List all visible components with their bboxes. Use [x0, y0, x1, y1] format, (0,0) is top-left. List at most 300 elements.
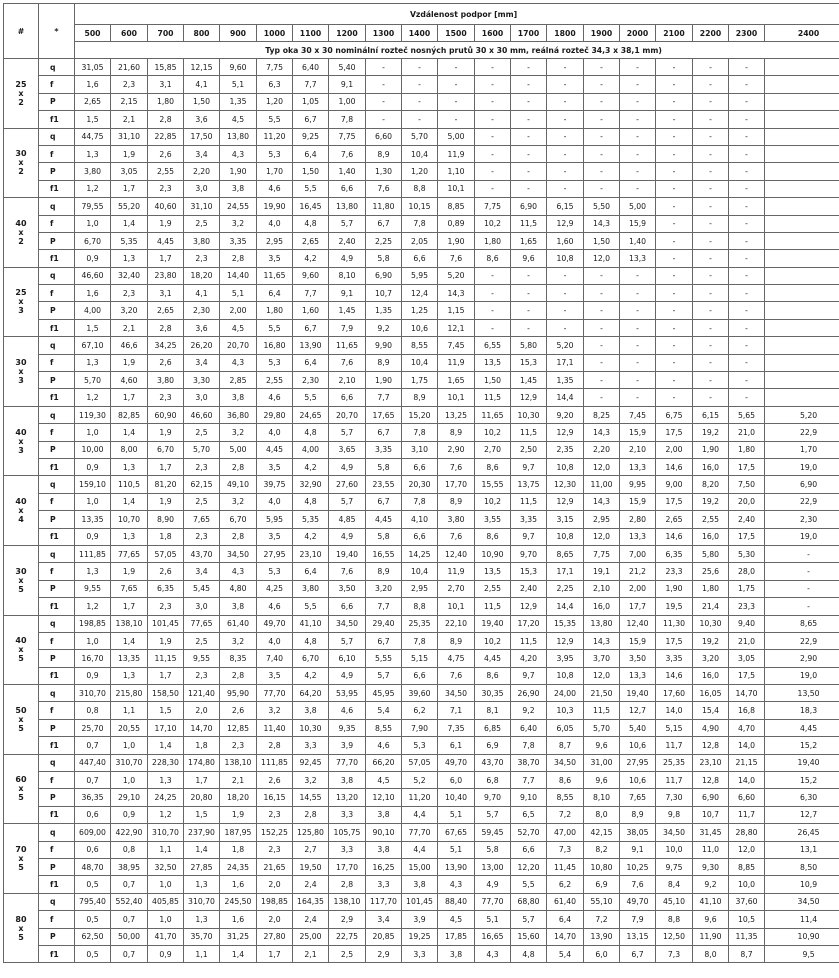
value-cell: 3,65: [329, 441, 366, 458]
value-cell: [765, 389, 839, 406]
value-cell: 6,6: [329, 389, 366, 406]
table-row: [4, 372, 839, 389]
value-cell: 8,6: [475, 458, 511, 475]
table-row: [4, 876, 839, 893]
value-cell: 7,6: [438, 458, 475, 475]
value-cell: 215,80: [111, 685, 148, 702]
value-cell: 14,0: [729, 737, 765, 754]
row-label: q: [39, 406, 75, 423]
value-cell: -: [620, 93, 656, 110]
value-cell: 14,55: [293, 789, 329, 806]
value-cell: 8,50: [765, 858, 839, 875]
span-header-cell: 2000: [620, 25, 656, 42]
value-cell: -: [729, 319, 765, 336]
value-cell: 10,30: [693, 615, 729, 632]
value-cell: 14,6: [656, 667, 693, 684]
grating-size-part: 40: [15, 218, 27, 228]
value-cell: 1,70: [257, 163, 293, 180]
value-cell: 17,5: [656, 493, 693, 510]
value-cell: -: [402, 111, 438, 128]
value-cell: [765, 215, 839, 232]
value-cell: 14,70: [547, 928, 584, 945]
grating-size-part: x: [18, 784, 24, 794]
value-cell: -: [729, 232, 765, 249]
value-cell: 11,9: [438, 354, 475, 371]
value-cell: [765, 163, 839, 180]
value-cell: 1,20: [257, 93, 293, 110]
value-cell: 6,7: [293, 319, 329, 336]
value-cell: 1,7: [111, 389, 148, 406]
row-label: q: [39, 754, 75, 771]
value-cell: -: [729, 76, 765, 93]
value-cell: 111,85: [75, 545, 111, 562]
row-label: P: [39, 232, 75, 249]
value-cell: 13,35: [111, 650, 148, 667]
value-cell: 11,5: [584, 702, 620, 719]
value-cell: 8,7: [729, 945, 765, 962]
value-cell: 36,80: [220, 406, 257, 423]
value-cell: 11,7: [729, 806, 765, 823]
value-cell: 6,70: [75, 232, 111, 249]
value-cell: 8,10: [329, 267, 366, 284]
value-cell: 1,0: [75, 493, 111, 510]
value-cell: 3,80: [184, 232, 220, 249]
value-cell: 23,10: [293, 545, 329, 562]
value-cell: 2,8: [220, 458, 257, 475]
value-cell: 138,10: [220, 754, 257, 771]
value-cell: 3,35: [511, 511, 547, 528]
grating-size-label: [4, 545, 39, 615]
value-cell: 187,95: [220, 824, 257, 841]
value-cell: 2,8: [257, 737, 293, 754]
value-cell: 1,05: [293, 93, 329, 110]
table-row: [4, 615, 839, 632]
value-cell: 13,3: [620, 528, 656, 545]
grating-size-part: 30: [15, 358, 27, 368]
value-cell: 3,8: [366, 806, 402, 823]
value-cell: -: [584, 76, 620, 93]
value-cell: 13,90: [438, 858, 475, 875]
value-cell: 19,90: [257, 198, 293, 215]
table-row: [4, 93, 839, 110]
value-cell: 34,50: [656, 824, 693, 841]
value-cell: 2,30: [765, 511, 839, 528]
row-label: q: [39, 59, 75, 76]
value-cell: 22,9: [765, 632, 839, 649]
value-cell: 7,6: [329, 145, 366, 162]
value-cell: 7,7: [366, 389, 402, 406]
value-cell: -: [656, 76, 693, 93]
value-cell: 310,70: [75, 685, 111, 702]
value-cell: 1,50: [293, 163, 329, 180]
table-row: [4, 337, 839, 354]
value-cell: 22,9: [765, 424, 839, 441]
value-cell: 11,45: [547, 858, 584, 875]
value-cell: 9,2: [511, 702, 547, 719]
value-cell: 111,85: [257, 754, 293, 771]
value-cell: 95,90: [220, 685, 257, 702]
value-cell: 12,0: [584, 667, 620, 684]
grating-size-part: x: [18, 158, 24, 168]
value-cell: 0,9: [148, 945, 184, 962]
value-cell: 1,5: [184, 806, 220, 823]
value-cell: 10,4: [402, 563, 438, 580]
value-cell: 1,35: [547, 372, 584, 389]
value-cell: 5,40: [620, 719, 656, 736]
value-cell: 2,40: [729, 511, 765, 528]
value-cell: 1,35: [366, 302, 402, 319]
grating-size-part: 4: [18, 515, 24, 525]
value-cell: 101,45: [148, 615, 184, 632]
value-cell: -: [729, 302, 765, 319]
value-cell: 3,0: [184, 180, 220, 197]
value-cell: 3,80: [438, 511, 475, 528]
value-cell: 5,15: [656, 719, 693, 736]
span-header-cell: 2400: [765, 25, 839, 42]
value-cell: 1,80: [693, 580, 729, 597]
value-cell: 6,9: [475, 737, 511, 754]
table-row: [4, 493, 839, 510]
value-cell: 2,90: [765, 650, 839, 667]
value-cell: 4,8: [293, 424, 329, 441]
value-cell: 4,00: [293, 441, 329, 458]
value-cell: -: [475, 285, 511, 302]
value-cell: 2,3: [184, 667, 220, 684]
value-cell: 18,3: [765, 702, 839, 719]
value-cell: 12,20: [511, 858, 547, 875]
value-cell: 3,80: [148, 372, 184, 389]
value-cell: 9,1: [620, 841, 656, 858]
value-cell: 13,1: [765, 841, 839, 858]
value-cell: -: [693, 59, 729, 76]
value-cell: 8,0: [584, 806, 620, 823]
table-row: [4, 650, 839, 667]
value-cell: 14,3: [584, 632, 620, 649]
value-cell: -: [547, 59, 584, 76]
value-cell: 2,0: [184, 702, 220, 719]
value-cell: 15,2: [765, 737, 839, 754]
value-cell: [765, 145, 839, 162]
value-cell: -: [729, 354, 765, 371]
value-cell: 15,85: [148, 59, 184, 76]
value-cell: 8,6: [547, 772, 584, 789]
value-cell: 14,6: [656, 528, 693, 545]
value-cell: 15,20: [402, 406, 438, 423]
value-cell: 60,90: [148, 406, 184, 423]
value-cell: 7,9: [620, 911, 656, 928]
value-cell: 0,9: [75, 667, 111, 684]
value-cell: 2,8: [220, 250, 257, 267]
value-cell: 9,10: [511, 789, 547, 806]
grating-size-part: 5: [18, 932, 24, 942]
value-cell: 14,3: [438, 285, 475, 302]
value-cell: 3,10: [402, 441, 438, 458]
value-cell: 6,85: [475, 719, 511, 736]
value-cell: 19,1: [584, 563, 620, 580]
value-cell: 19,2: [693, 493, 729, 510]
value-cell: 6,7: [293, 111, 329, 128]
value-cell: 2,6: [148, 563, 184, 580]
value-cell: -: [656, 128, 693, 145]
value-cell: 13,80: [220, 128, 257, 145]
value-cell: 1,3: [75, 145, 111, 162]
value-cell: 21,0: [729, 632, 765, 649]
value-cell: 3,0: [184, 389, 220, 406]
value-cell: 6,4: [257, 285, 293, 302]
value-cell: 19,0: [765, 528, 839, 545]
value-cell: 6,60: [729, 789, 765, 806]
value-cell: 1,65: [438, 372, 475, 389]
value-cell: 12,4: [402, 285, 438, 302]
value-cell: 4,0: [257, 632, 293, 649]
value-cell: 11,20: [257, 128, 293, 145]
value-cell: -: [693, 302, 729, 319]
grating-size-part: 5: [18, 862, 24, 872]
table-row: [4, 824, 839, 841]
value-cell: 5,8: [366, 528, 402, 545]
value-cell: -: [584, 337, 620, 354]
value-cell: 5,35: [111, 232, 148, 249]
value-cell: 17,5: [729, 458, 765, 475]
table-row: [4, 580, 839, 597]
value-cell: 12,8: [693, 737, 729, 754]
value-cell: 27,95: [620, 754, 656, 771]
grating-size-label: [4, 476, 39, 546]
value-cell: 4,6: [257, 598, 293, 615]
value-cell: 1,80: [475, 232, 511, 249]
value-cell: 5,00: [220, 441, 257, 458]
value-cell: 1,3: [111, 528, 148, 545]
value-cell: 8,55: [366, 719, 402, 736]
value-cell: 3,9: [329, 737, 366, 754]
value-cell: 3,1: [148, 76, 184, 93]
value-cell: [765, 250, 839, 267]
value-cell: -: [547, 128, 584, 145]
row-label: f: [39, 145, 75, 162]
value-cell: 2,00: [620, 580, 656, 597]
value-cell: 21,65: [257, 858, 293, 875]
value-cell: -: [475, 76, 511, 93]
value-cell: 1,90: [366, 372, 402, 389]
value-cell: 4,6: [366, 737, 402, 754]
value-cell: -: [693, 163, 729, 180]
value-cell: 7,6: [438, 667, 475, 684]
value-cell: 9,55: [184, 650, 220, 667]
value-cell: 23,80: [148, 267, 184, 284]
value-cell: 4,10: [402, 511, 438, 528]
value-cell: 1,90: [693, 441, 729, 458]
value-cell: 6,5: [511, 806, 547, 823]
grating-size-part: x: [18, 923, 24, 933]
value-cell: 228,30: [148, 754, 184, 771]
value-cell: 6,75: [656, 406, 693, 423]
value-cell: 1,4: [111, 215, 148, 232]
value-cell: 88,40: [438, 893, 475, 910]
value-cell: 3,8: [220, 389, 257, 406]
value-cell: 2,65: [656, 511, 693, 528]
value-cell: 7,90: [402, 719, 438, 736]
row-label: f: [39, 285, 75, 302]
value-cell: 39,60: [402, 685, 438, 702]
value-cell: -: [693, 215, 729, 232]
value-cell: 1,20: [402, 163, 438, 180]
value-cell: 7,6: [329, 563, 366, 580]
value-cell: 18,20: [184, 267, 220, 284]
value-cell: 8,9: [366, 563, 402, 580]
value-cell: 1,0: [148, 911, 184, 928]
value-cell: 12,40: [620, 615, 656, 632]
value-cell: 49,70: [438, 754, 475, 771]
value-cell: 6,90: [366, 267, 402, 284]
grating-size-label: [4, 406, 39, 476]
value-cell: 4,1: [184, 76, 220, 93]
row-label: P: [39, 858, 75, 875]
value-cell: 14,25: [402, 545, 438, 562]
span-header-cell: 1500: [438, 25, 475, 42]
value-cell: 5,70: [75, 372, 111, 389]
value-cell: 12,0: [584, 250, 620, 267]
value-cell: 3,95: [547, 650, 584, 667]
value-cell: 6,9: [584, 876, 620, 893]
value-cell: 12,0: [584, 458, 620, 475]
value-cell: -: [620, 76, 656, 93]
hash-header: #: [4, 4, 39, 59]
value-cell: 13,80: [329, 198, 366, 215]
value-cell: -: [547, 180, 584, 197]
value-cell: 14,3: [584, 215, 620, 232]
value-cell: 10,4: [402, 145, 438, 162]
row-label: f1: [39, 389, 75, 406]
value-cell: 24,25: [148, 789, 184, 806]
value-cell: 6,6: [329, 598, 366, 615]
value-cell: -: [584, 372, 620, 389]
value-cell: 13,50: [765, 685, 839, 702]
grating-size-part: x: [18, 88, 24, 98]
value-cell: 29,10: [111, 789, 148, 806]
value-cell: 9,6: [584, 772, 620, 789]
value-cell: -: [402, 59, 438, 76]
value-cell: -: [620, 372, 656, 389]
value-cell: 9,2: [693, 876, 729, 893]
table-row: [4, 215, 839, 232]
value-cell: 31,10: [184, 198, 220, 215]
row-label: P: [39, 441, 75, 458]
value-cell: 12,9: [547, 215, 584, 232]
value-cell: 0,5: [75, 876, 111, 893]
value-cell: 5,95: [257, 511, 293, 528]
row-label: q: [39, 685, 75, 702]
value-cell: 1,80: [729, 441, 765, 458]
value-cell: 5,7: [475, 806, 511, 823]
value-cell: 7,35: [438, 719, 475, 736]
value-cell: 7,8: [402, 424, 438, 441]
grating-size-part: x: [18, 853, 24, 863]
value-cell: 43,70: [475, 754, 511, 771]
value-cell: 125,80: [293, 824, 329, 841]
table-row: [4, 928, 839, 945]
value-cell: 405,85: [148, 893, 184, 910]
value-cell: 12,8: [693, 772, 729, 789]
row-label: P: [39, 302, 75, 319]
value-cell: 117,70: [366, 893, 402, 910]
value-cell: 28,80: [729, 824, 765, 841]
value-cell: 5,1: [438, 806, 475, 823]
row-label: P: [39, 93, 75, 110]
value-cell: 2,3: [184, 528, 220, 545]
value-cell: 11,9: [438, 145, 475, 162]
value-cell: 1,5: [75, 319, 111, 336]
grating-size-part: 5: [18, 584, 24, 594]
value-cell: 4,80: [220, 580, 257, 597]
table-row: [4, 424, 839, 441]
value-cell: 3,35: [366, 441, 402, 458]
value-cell: 3,3: [329, 806, 366, 823]
value-cell: 7,65: [620, 789, 656, 806]
value-cell: 24,55: [220, 198, 257, 215]
value-cell: 7,6: [438, 250, 475, 267]
value-cell: -: [475, 93, 511, 110]
value-cell: 15,9: [620, 493, 656, 510]
value-cell: 1,90: [220, 163, 257, 180]
value-cell: 38,70: [511, 754, 547, 771]
value-cell: 77,70: [257, 685, 293, 702]
value-cell: 17,20: [511, 615, 547, 632]
value-cell: 2,9: [366, 945, 402, 962]
table-row: [4, 354, 839, 371]
table-row: [4, 563, 839, 580]
value-cell: 25,70: [75, 719, 111, 736]
value-cell: 1,4: [111, 493, 148, 510]
value-cell: 1,45: [511, 372, 547, 389]
value-cell: -: [620, 302, 656, 319]
value-cell: 14,70: [184, 719, 220, 736]
value-cell: 59,45: [475, 824, 511, 841]
value-cell: 6,4: [293, 145, 329, 162]
value-cell: 11,7: [656, 737, 693, 754]
value-cell: 23,3: [656, 563, 693, 580]
value-cell: 13,80: [584, 615, 620, 632]
value-cell: -: [693, 128, 729, 145]
value-cell: 61,40: [547, 893, 584, 910]
value-cell: 27,80: [257, 928, 293, 945]
value-cell: 2,3: [111, 285, 148, 302]
value-cell: 25,35: [402, 615, 438, 632]
value-cell: 46,6: [111, 337, 148, 354]
value-cell: 9,1: [329, 76, 366, 93]
value-cell: 2,3: [257, 841, 293, 858]
grating-size-part: 80: [15, 914, 27, 924]
table-header-row: [4, 4, 839, 25]
value-cell: 7,8: [402, 493, 438, 510]
value-cell: 19,25: [402, 928, 438, 945]
span-header-cell: 1900: [584, 25, 620, 42]
value-cell: 2,3: [148, 598, 184, 615]
value-cell: -: [584, 145, 620, 162]
value-cell: 3,50: [329, 580, 366, 597]
value-cell: 5,8: [366, 458, 402, 475]
value-cell: 5,70: [584, 719, 620, 736]
row-label: P: [39, 580, 75, 597]
value-cell: 11,5: [511, 424, 547, 441]
value-cell: 4,0: [257, 493, 293, 510]
value-cell: 3,3: [366, 876, 402, 893]
value-cell: 2,0: [257, 876, 293, 893]
value-cell: 2,8: [220, 667, 257, 684]
value-cell: 29,40: [366, 615, 402, 632]
star-header: *: [39, 4, 75, 59]
span-header-cell: 2100: [656, 25, 693, 42]
value-cell: 16,70: [75, 650, 111, 667]
